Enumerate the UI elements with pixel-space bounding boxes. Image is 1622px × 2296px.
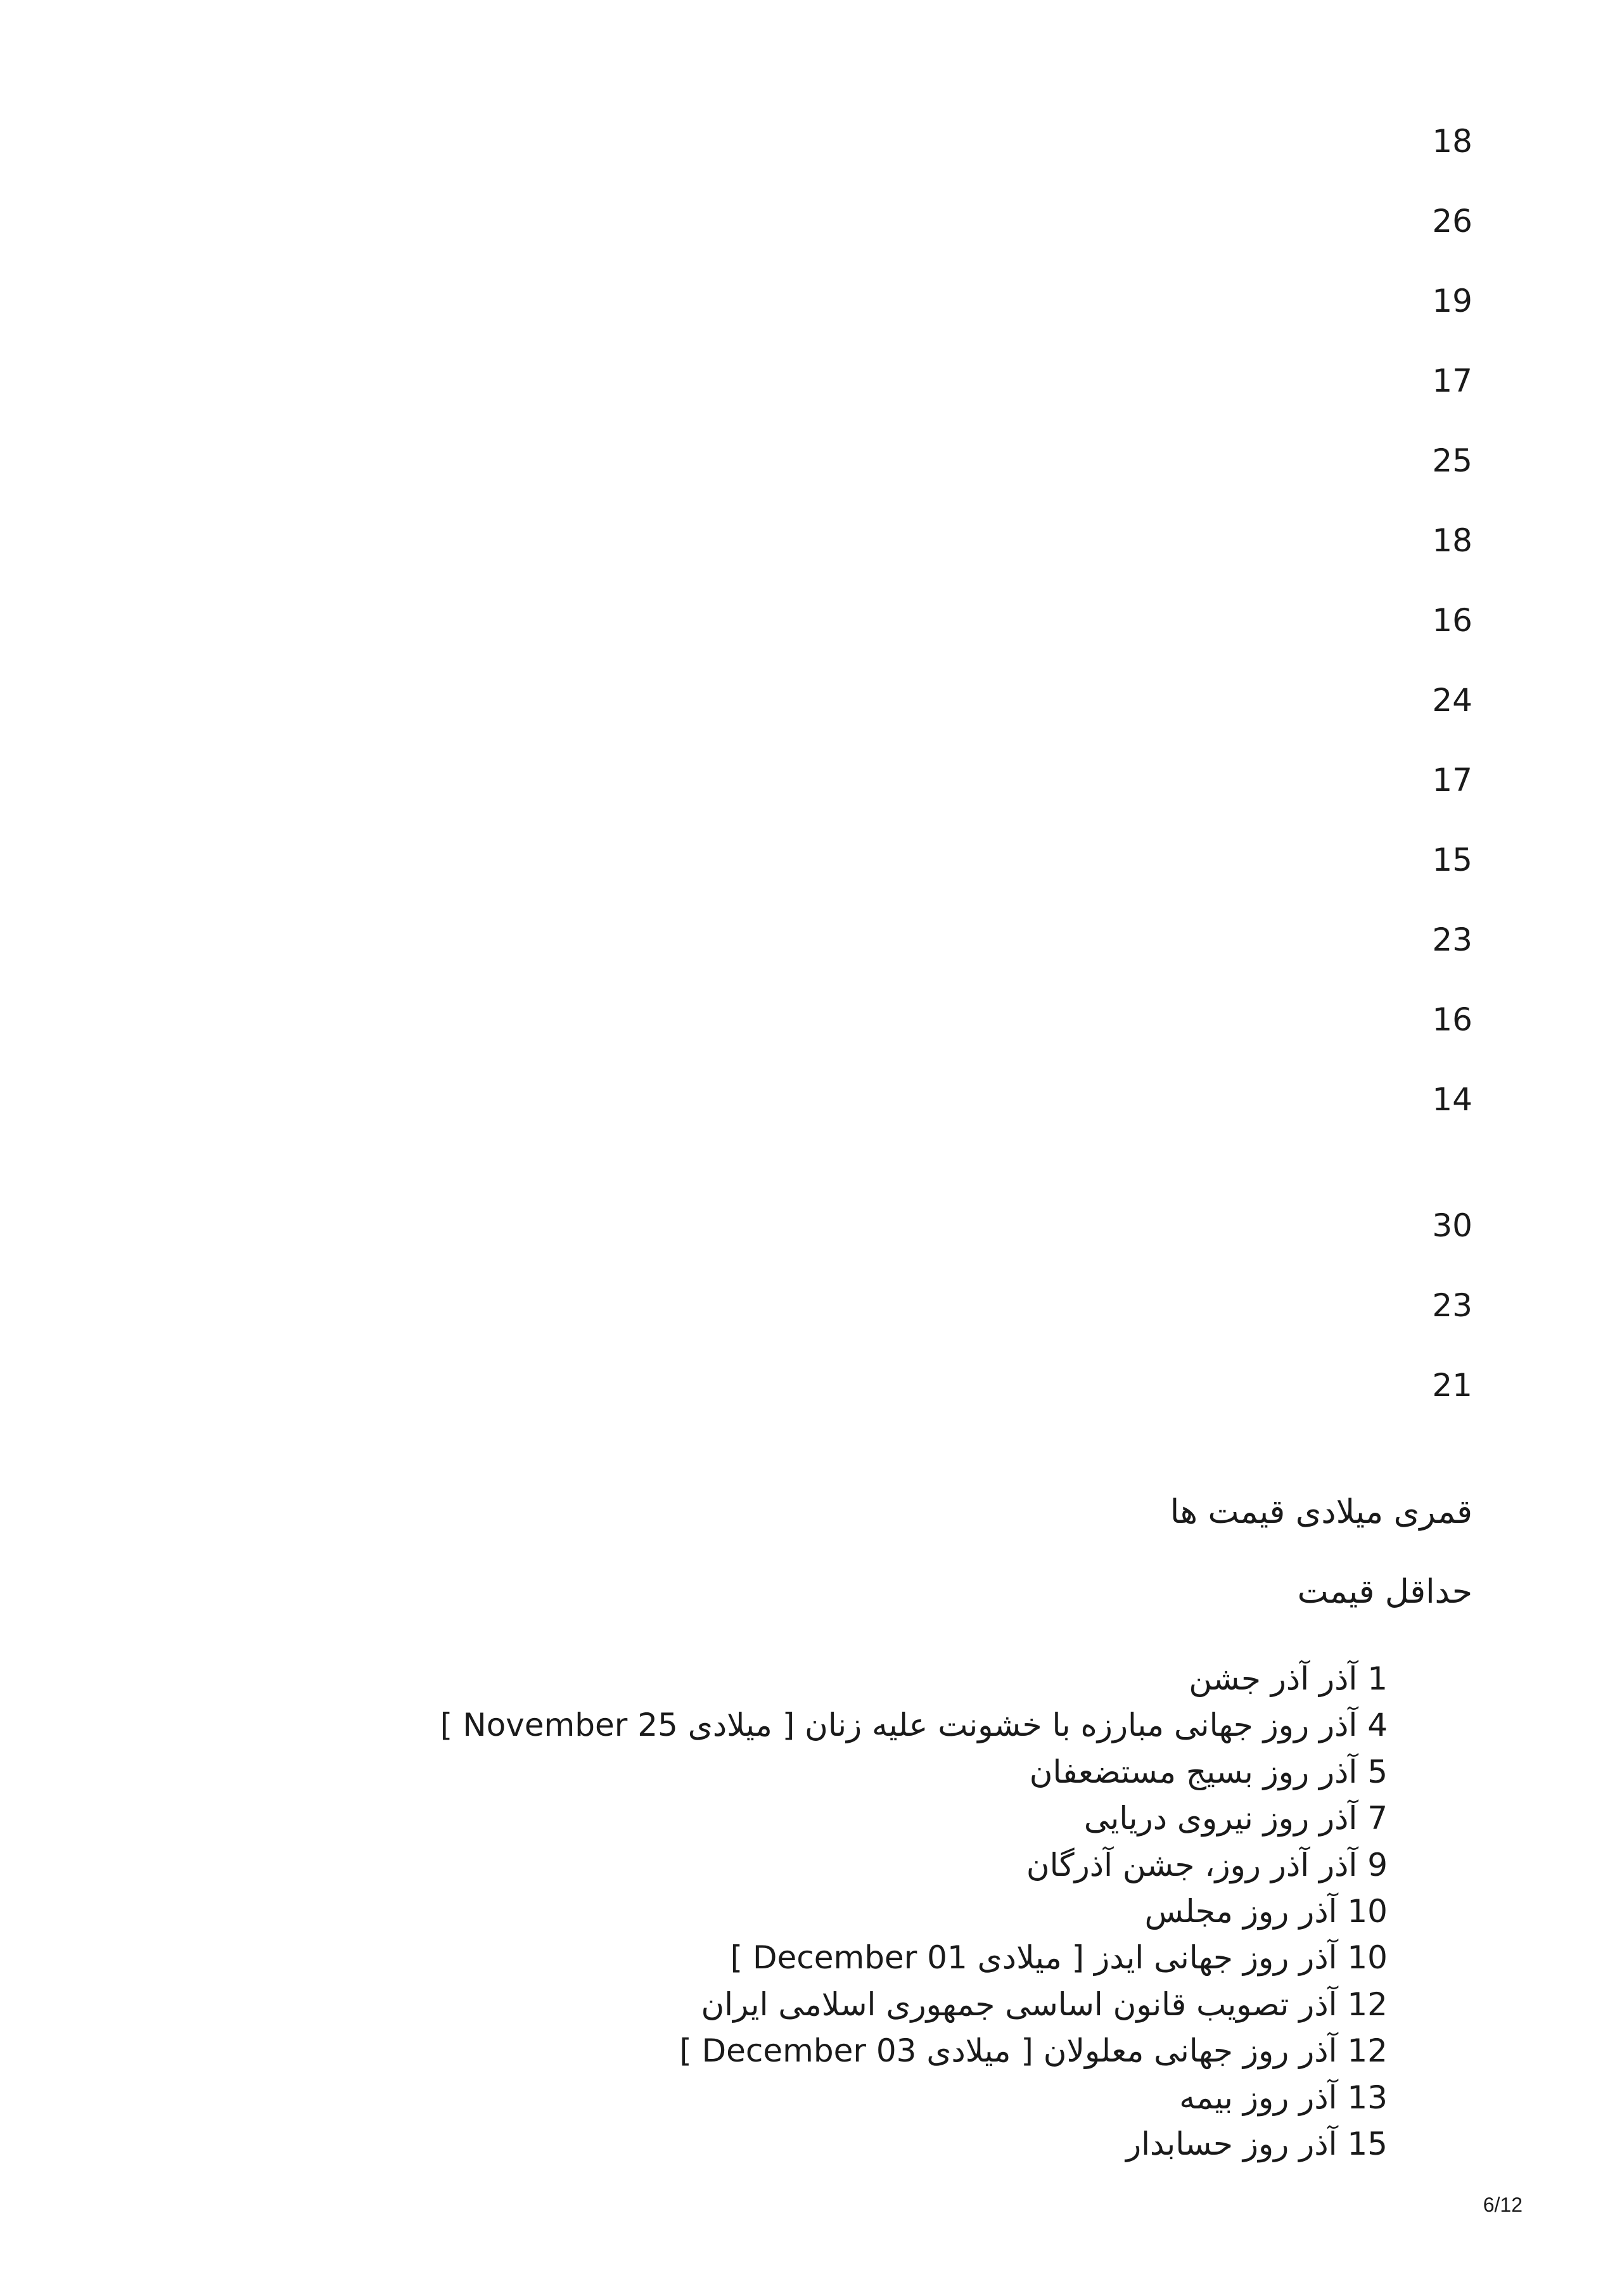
number-item: 16	[1432, 1001, 1472, 1038]
event-item: 12 آذر روز جهانی معلولان [ میلادی 03 December ]	[679, 2032, 1388, 2070]
number-item: 24	[1432, 682, 1472, 719]
min-price-heading: حداقل قیمت	[1297, 1573, 1472, 1611]
event-item: 10 آذر روز مجلس	[1144, 1892, 1388, 1930]
number-item: 19	[1432, 283, 1472, 319]
number-item: 26	[1432, 203, 1472, 240]
event-item: 5 آذر روز بسیج مستضعفان	[1029, 1753, 1388, 1790]
event-list	[440, 1656, 1388, 2167]
number-item: 16	[1432, 602, 1472, 639]
number-item: 14	[1432, 1081, 1472, 1118]
number-item: 30	[1432, 1207, 1472, 1244]
number-item: 23	[1432, 1287, 1472, 1324]
event-item: 4 آذر روز جهانی مبارزه با خشونت علیه زنان [ میلادی 25 November ]	[440, 1707, 1388, 1744]
event-item: 7 آذر روز نیروی دریایی	[1083, 1800, 1388, 1837]
number-item: 17	[1432, 762, 1472, 798]
number-item: 21	[1432, 1367, 1472, 1404]
number-item: 18	[1432, 123, 1472, 160]
event-item: 15 آذر روز حسابدار	[1126, 2125, 1388, 2162]
number-item: 15	[1432, 842, 1472, 878]
number-item: 18	[1432, 522, 1472, 559]
number-item: 25	[1432, 442, 1472, 479]
number-item: 23	[1432, 921, 1472, 958]
number-item: 17	[1432, 362, 1472, 399]
event-item: 1 آذر آذر جشن	[1189, 1660, 1388, 1697]
event-item: 9 آذر آذر روز، جشن آذرگان	[1026, 1846, 1388, 1883]
event-item: 13 آذر روز بیمه	[1179, 2079, 1388, 2116]
page-number: 6/12	[1483, 2193, 1523, 2216]
event-item: 12 آذر تصویب قانون اساسی جمهوری اسلامی ایران	[701, 1985, 1388, 2023]
event-item: 10 آذر روز جهانی ایدز [ میلادی 01 December ]	[730, 1939, 1388, 1977]
prices-heading: قمری میلادی قیمت ها	[1170, 1493, 1472, 1531]
